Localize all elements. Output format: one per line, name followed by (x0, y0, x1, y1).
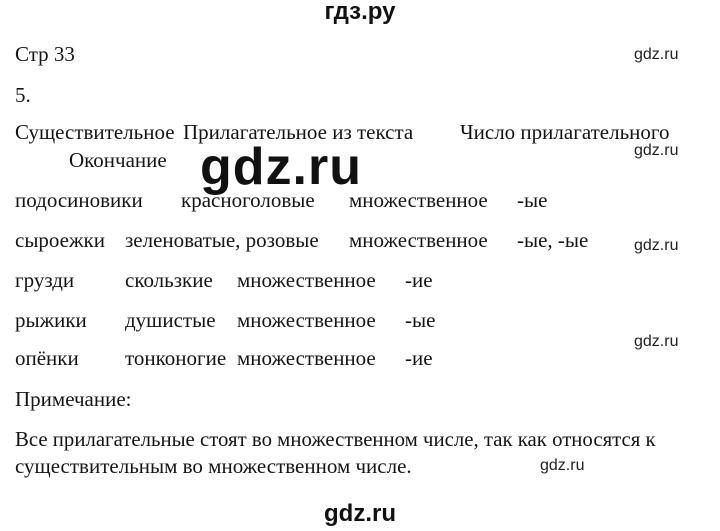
header-ending: Окончание (69, 148, 167, 172)
table-row-noun: грузди (15, 268, 75, 292)
table-row-number: множественное (349, 188, 488, 212)
table-row-noun: сыроежки (15, 228, 105, 252)
watermark-gdz: gdz.ru (634, 142, 679, 159)
table-row-adjective: тонконогие (125, 346, 227, 370)
watermark-gdz: gdz.ru (634, 237, 679, 254)
note-line-1: Все прилагательные стоят во множественном числе, так как относятся к (15, 428, 656, 451)
table-row-noun: рыжики (15, 308, 87, 332)
exercise-number: 5. (15, 83, 31, 107)
watermark-gdz: gdz.ru (540, 457, 585, 474)
table-row-number: множественное (237, 346, 376, 370)
site-header-logo[interactable]: гдз.ру (324, 0, 396, 25)
watermark-gdz: gdz.ru (634, 333, 679, 350)
page-label: Стр 33 (15, 42, 75, 66)
table-row-ending: -ые (405, 308, 436, 332)
table-row-adjective: скользкие (125, 268, 213, 292)
table-row-noun: подосиновики (15, 188, 143, 212)
header-number: Число прилагательного (460, 120, 670, 144)
note-title: Примечание: (15, 387, 132, 411)
header-noun: Существительное (15, 120, 175, 144)
table-row-number: множественное (237, 308, 376, 332)
table-row-ending: -ые, -ые (517, 228, 589, 252)
table-row-ending: -ые (517, 188, 548, 212)
note-line-2: существительным во множественном числе. (15, 454, 412, 478)
table-row-noun: опёнки (15, 346, 79, 370)
watermark-gdz-large: gdz.ru (200, 138, 362, 196)
table-row-adjective: красноголовые (181, 188, 315, 212)
table-row-number: множественное (237, 268, 376, 292)
table-row-adjective: душистые (125, 308, 216, 332)
table-row-adjective: зеленоватые, розовые (125, 228, 319, 252)
header-adjective: Прилагательное из текста (183, 120, 414, 144)
table-row-ending: -ие (405, 346, 433, 370)
table-row-ending: -ие (405, 268, 433, 292)
site-footer-logo[interactable]: gdz.ru (324, 500, 396, 527)
watermark-gdz: gdz.ru (634, 46, 679, 63)
table-row-number: множественное (349, 228, 488, 252)
